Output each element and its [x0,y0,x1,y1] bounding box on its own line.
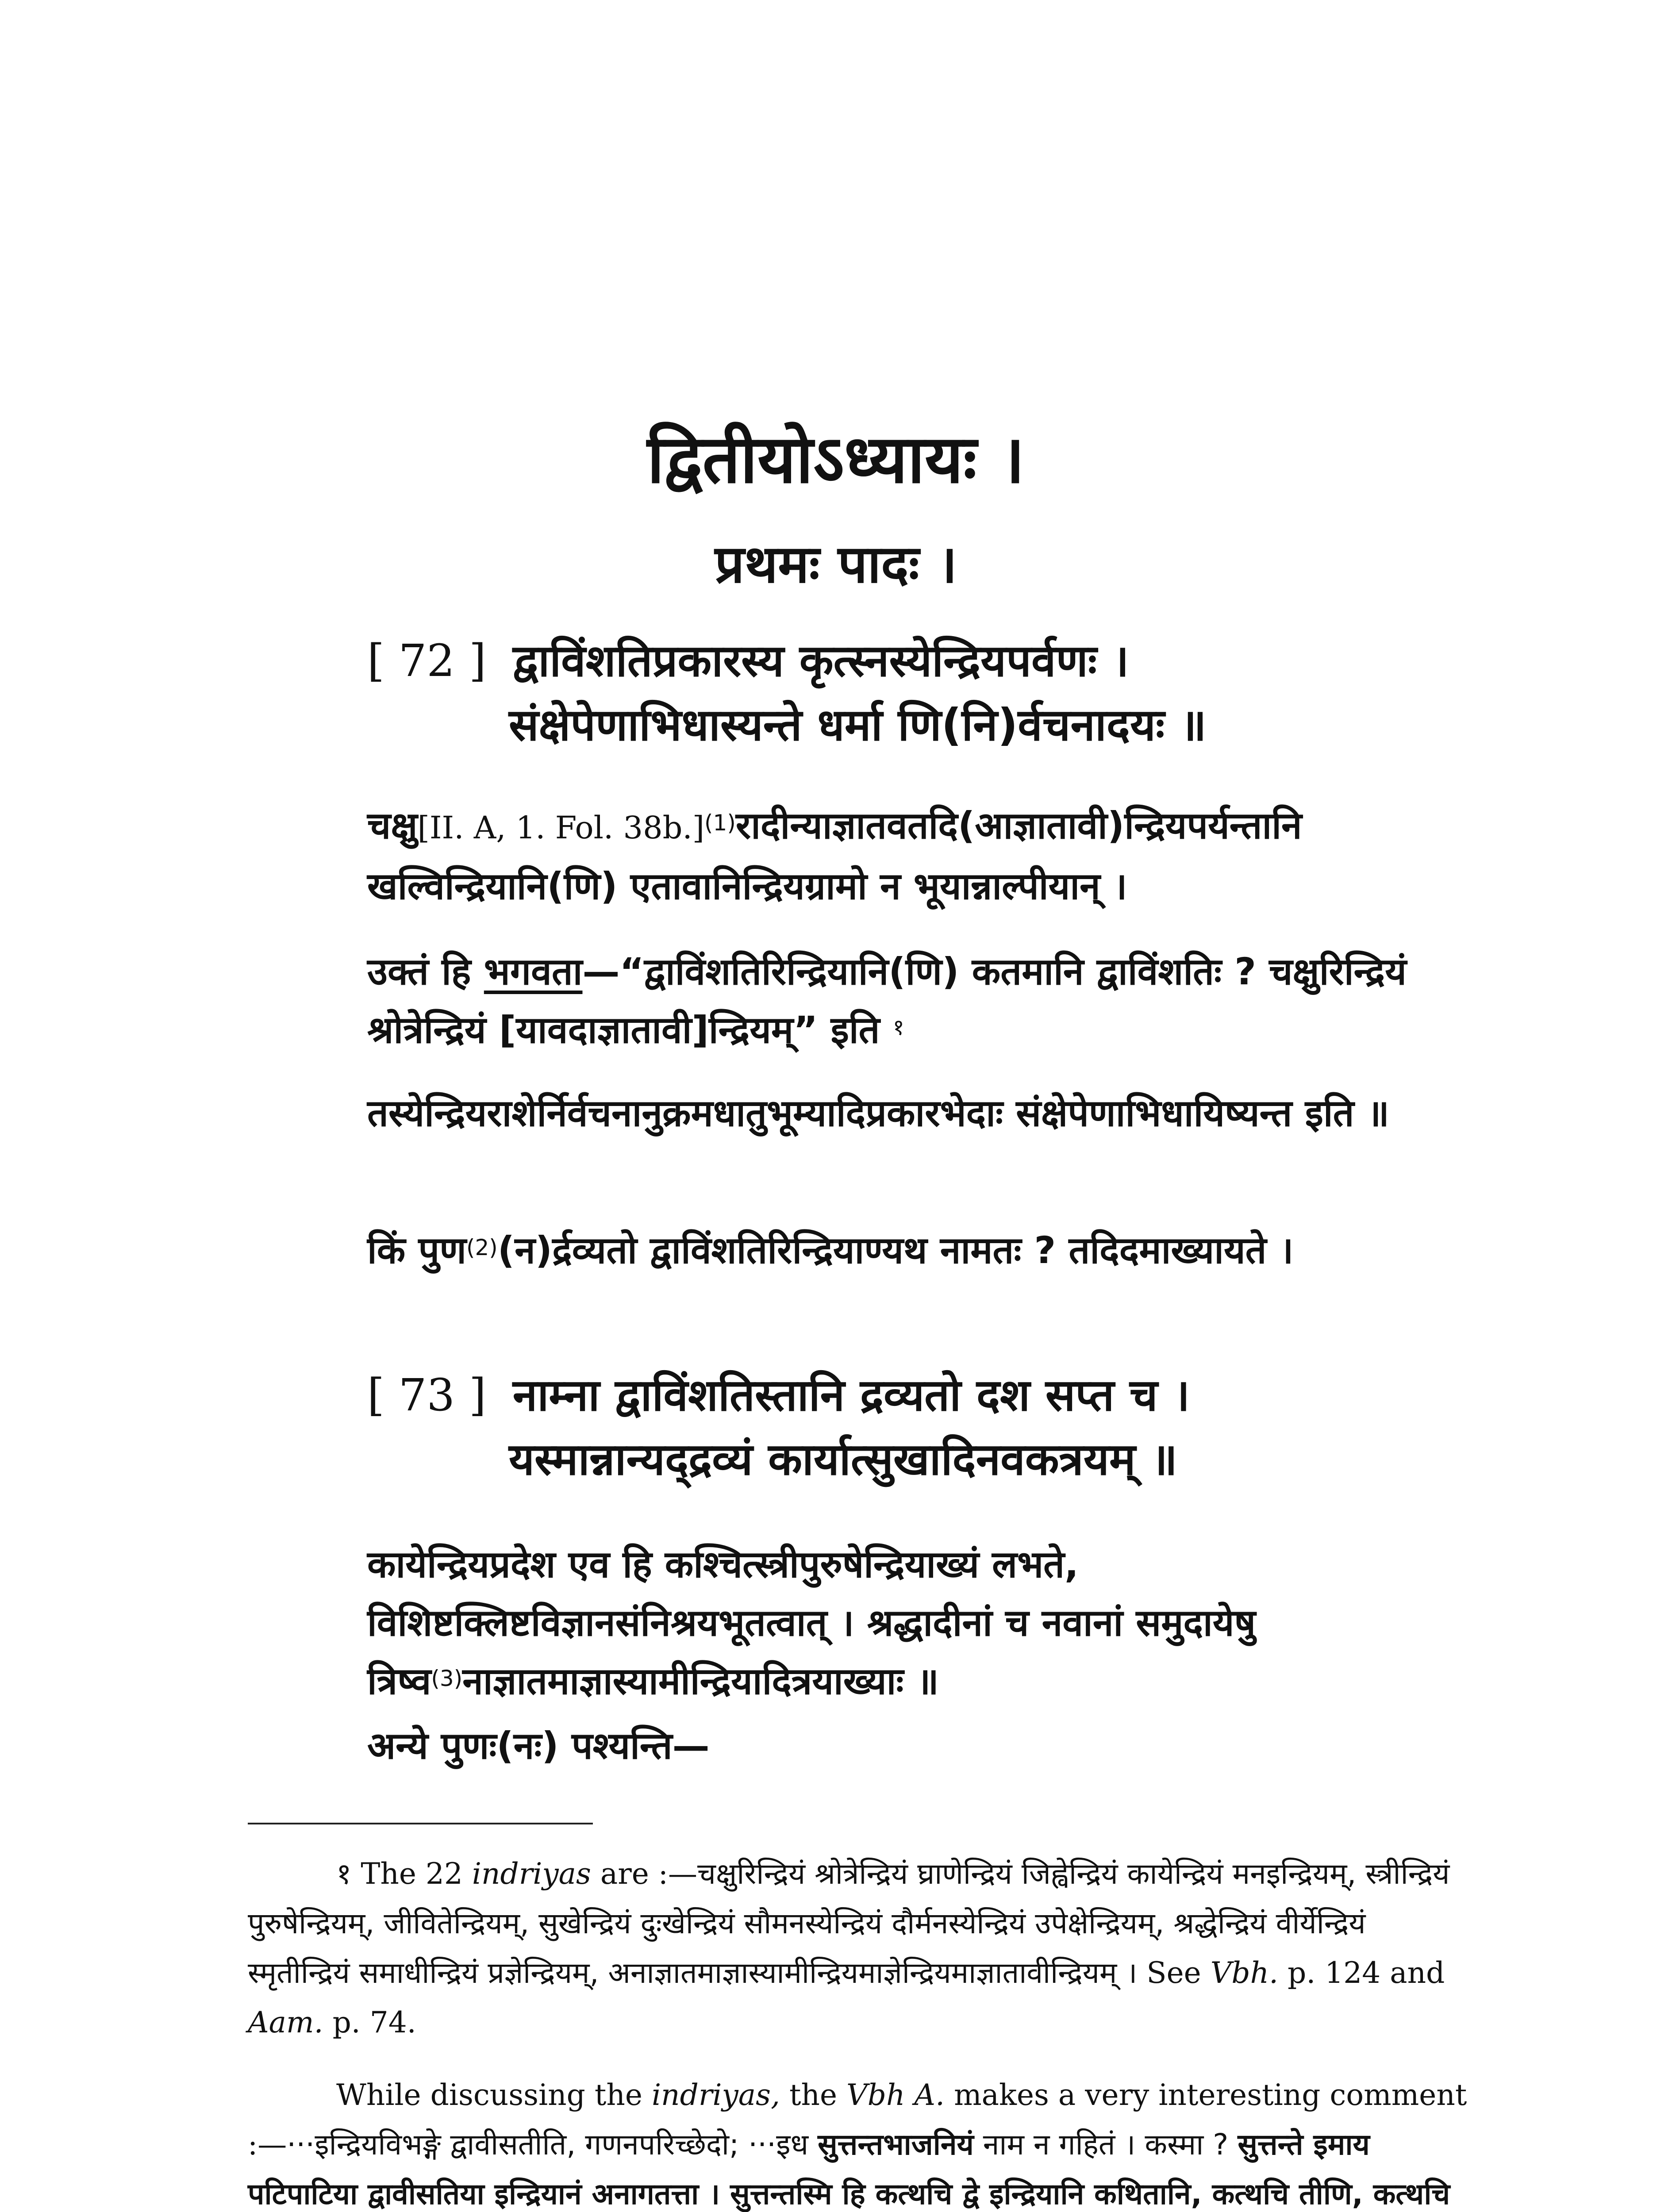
verse-73-number: [ 73 ] [367,1369,486,1421]
footnote-lead-after: are :— [591,1857,698,1891]
footnote-lead: The 22 [361,1857,472,1891]
verse-72-line-2: संक्षेपेणाभिधास्यन्ते धर्मा णि(नि)र्वचनादयः ॥ [509,699,1207,751]
para-5-rest: नाज्ञातमाज्ञास्यामीन्द्रियादित्रयाख्याः ॥ [462,1659,939,1703]
manuscript-reference: [II. A, 1. Fol. 38b.] [417,810,705,846]
chapter-title: द्वितीयोऽध्यायः । [647,421,1025,498]
note-marker-2: (2) [466,1235,498,1260]
fn2-text-c: makes a very interesting comment :— [248,2078,1467,2162]
ref-aam-page: p. 74. [332,2005,416,2039]
fn2-text-b: the [789,2078,838,2112]
footnote-divider [248,1823,593,1824]
footnote-lead-italic: indriyas [472,1857,591,1891]
note-marker-3: (3) [431,1666,463,1691]
fn2-italic-1: indriyas, [651,2078,780,2112]
para-1-rest: रादीन्याज्ञातवतदि(आज्ञातावी)न्द्रियपर्यन्तानि खल्विन्द्रियानि(णि) एतावानिन्द्रियग्रामो न भूयान्नाल्पीयान् । [367,804,1302,908]
verse-73-line-2: यस्मान्नान्यद्द्रव्यं कार्यात्सुखादिनवकत्रयम् ॥ [509,1433,1178,1485]
fn2-italic-2: Vbh A. [846,2078,945,2112]
para-4-rest: (न)र्द्रव्यतो द्वाविंशतिरिन्द्रियाण्यथ नामतः ? तदिदमाख्यायते । [497,1229,1294,1272]
fn2-text-a: While discussing the [336,2078,642,2112]
para-2-start: उक्तं हि [367,950,484,993]
verse-73-line-1 [367,1367,1190,1424]
fn2-pali-2: नाम न गहितं । कस्मा ? [983,2128,1229,2162]
ref-vbh-page: p. 124 and [1288,1956,1445,1990]
paragraph-5 [367,1535,1464,1710]
verse-72-number: [ 72 ] [367,635,486,687]
paragraph-2 [367,942,1464,1059]
verse-73-text-1: नाम्ना द्वाविंशतिस्तानि द्रव्यतो दश सप्त च । [512,1369,1190,1421]
paragraph-1 [367,796,1464,915]
para-2-rest: —“द्वाविंशतिरिन्द्रियानि(णि) कतमानि द्वाविंशतिः ? चक्षुरिन्द्रियं श्रोत्रेन्द्रियं [यावदाज्ञातावी]न्द्रियम्” इति [367,950,1407,1052]
para-4-start: किं पुण [367,1229,466,1272]
fn2-pali-1: ···इन्द्रियविभङ्गे द्वावीसतीति, गणनपरिच्छेदो; ···इध [287,2128,809,2162]
ref-vbh: Vbh. [1210,1956,1279,1990]
fn2-pali-bold-2: सुत्तन्ते इमाय पटिपाटिया द्वावीसतिया इन्द्रियानं अनागतत्ता । सुत्तन्तस्मि हि कत्थचि द्वे इन्द्रियानि कथितानि, कत्थचि तीणि, कत्थचि [248,2128,1450,2211]
para-2-underlined: भगवता [484,950,583,993]
ref-aam: Aam. [248,2005,323,2039]
indriya-list: चक्षुरिन्द्रियं श्रोत्रेन्द्रियं घ्राणेन्द्रियं जिह्वेन्द्रियं कायेन्द्रियं मनइन्द्रियम्, स्त्रीन्द्रियं पुरुषेन्द्रियम्, जीवितेन्द्रियम्, सुखेन्द्रियं दुःखेन्द्रियं सौमनस्येन्द्रियं दौर्मनस्येन्द्रियं उपेक्षेन्द्रियम्, श्रद्धेन्द्रियं वीर्येन्द्रियं स्मृतीन्द्रियं समाधीन्द्रियं प्रज्ञेन्द्रियम्, अनाज्ञातमाज्ञास्यामीन्द्रियमाज्ञेन्द्रियमाज्ञातावीन्द्रियम् । [248,1857,1450,1990]
footnote-mark: १ [336,1857,352,1891]
section-title: प्रथमः पादः । [715,534,957,595]
paragraph-3: तस्येन्द्रियराशेर्निर्वचनानुक्रमधातुभूम्यादिप्रकारभेदाः संक्षेपेणाभिधायिष्यन्त इति ॥ [367,1091,1390,1135]
paragraph-4 [367,1221,1464,1279]
note-marker-1: (1) [704,810,736,836]
para-5-start: कायेन्द्रियप्रदेश एव हि कश्चित्स्त्रीपुरुषेन्द्रियाख्यं लभते, विशिष्टक्लिष्टविज्ञानसंनिश्रयभूतत्वात् । श्रद्धादीनां च नवानां समुदायेषु त्रिष्व [367,1543,1256,1703]
verse-72-text-1: द्वाविंशतिप्रकारस्य कृत्स्नस्येन्द्रियपर्वणः । [512,635,1129,687]
footnote-2 [248,2070,1469,2212]
verse-72-line-1 [367,633,1129,689]
fn2-pali-bold-1: सुत्तन्तभाजनियं [818,2128,974,2162]
footnote-1 [248,1849,1469,2047]
footnote-marker: १ [892,1014,904,1040]
paragraph-6: अन्ये पुणः(नः) पश्यन्ति— [367,1724,710,1767]
para-1-start: चक्षु [367,804,418,847]
footnote-see: See [1146,1956,1201,1990]
